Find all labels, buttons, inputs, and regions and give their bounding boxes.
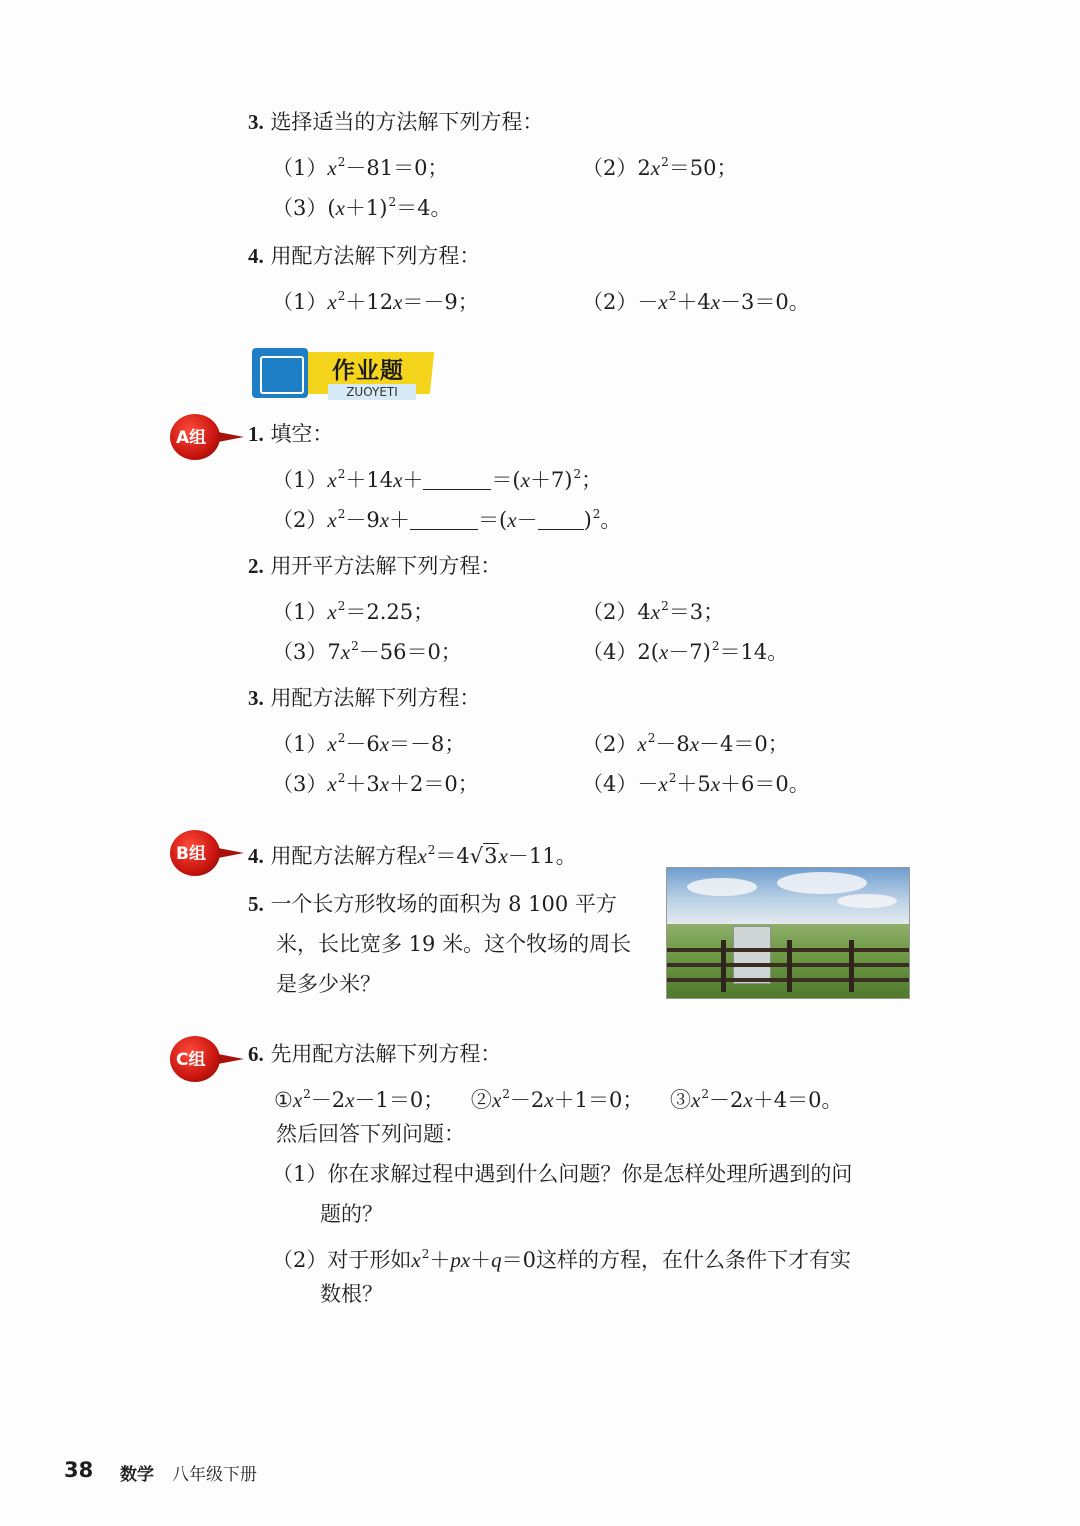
a-q3-item-2: $(2)x^2-8x-4=0$；: [582, 731, 789, 756]
a-question-3: 3. 用配方法解下列方程：: [248, 686, 481, 710]
prev-question-3: 3. 选择适当的方法解下列方程：: [248, 110, 544, 134]
a-q2-item-3: $(3)7x^2-56=0$；: [272, 639, 462, 664]
pasture-photo: [666, 867, 910, 999]
group-b-badge: B组: [170, 830, 222, 876]
c-sub-1: （1）你在求解过程中遇到什么问题？你是怎样处理所遇到的问: [272, 1162, 853, 1186]
section-title: 作业题: [332, 358, 404, 384]
prev-q4-item-1: $(1)x^2+12x=-9$；: [272, 289, 479, 314]
a-q2-item-1: $(1)x^2=2.25$；: [272, 599, 435, 624]
a-question-1: 1. 填空：: [248, 422, 334, 446]
a-q2-item-4: $(4)2(x-7)^2=14$。: [582, 639, 789, 664]
fill-blank[interactable]: [538, 509, 584, 530]
a-q2-item-2: $(2)4x^2=3$；: [582, 599, 725, 624]
book-icon: [252, 348, 308, 398]
prev-q3-item-3: $(3)(x+1)^2=4$。: [272, 195, 452, 220]
group-a-badge: A组: [170, 414, 222, 460]
a-question-2: 2. 用开平方法解下列方程：: [248, 554, 502, 578]
a-q1-item-2: $(2)x^2-9x+ =(x- )^2$。: [272, 507, 622, 532]
c-question-6: 6. 先用配方法解下列方程：: [248, 1042, 502, 1066]
c-sub-1-line-2: 题的？: [320, 1202, 383, 1226]
c-then-text: 然后回答下列问题：: [276, 1122, 465, 1146]
prev-q3-item-2: $(2)2x^2=50$；: [582, 155, 738, 180]
c-q6-equations: $①x^2-2x-1=0$； $②x^2-2x+1=0$； $③x^2-2x+4=0$。: [274, 1087, 843, 1112]
a-q3-item-3: $(3)x^2+3x+2=0$；: [272, 771, 479, 796]
footer-subject: 数学: [120, 1465, 154, 1485]
a-q1-item-1: $(1)x^2+14x+ =(x+7)^2$；: [272, 467, 603, 492]
a-q3-item-1: $(1)x^2-6x=-8$；: [272, 731, 466, 756]
c-sub-2: （2）对于形如$x^2+px+q=0$这样的方程，在什么条件下才有实: [272, 1247, 852, 1272]
fill-blank[interactable]: [410, 509, 478, 530]
c-sub-2-line-2: 数根？: [320, 1282, 383, 1306]
a-q3-item-4: $(4)-x^2+5x+6=0$。: [582, 771, 810, 796]
prev-question-4: 4. 用配方法解下列方程：: [248, 244, 481, 268]
section-subtitle: ZUOYETI: [328, 384, 416, 400]
b-q5-line-3: 是多少米？: [276, 972, 381, 996]
prev-q3-item-1: $(1)x^2-81=0$；: [272, 155, 449, 180]
page-number: 38: [64, 1458, 94, 1482]
b-question-5: 5. 一个长方形牧场的面积为 8 100 平方: [248, 892, 617, 916]
b-question-4: 4. 用配方法解方程$x^2=4√3x-11$。: [248, 843, 577, 868]
group-c-badge: C组: [170, 1036, 222, 1082]
prev-q4-item-2: $(2)-x^2+4x-3=0$。: [582, 289, 810, 314]
b-q5-line-2: 米，长比宽多 19 米。这个牧场的周长: [276, 932, 632, 956]
homework-section-header: [248, 346, 434, 404]
fill-blank[interactable]: [423, 469, 491, 490]
footer-grade: 八年级下册: [172, 1465, 257, 1485]
sqrt-symbol: √3: [469, 844, 498, 868]
